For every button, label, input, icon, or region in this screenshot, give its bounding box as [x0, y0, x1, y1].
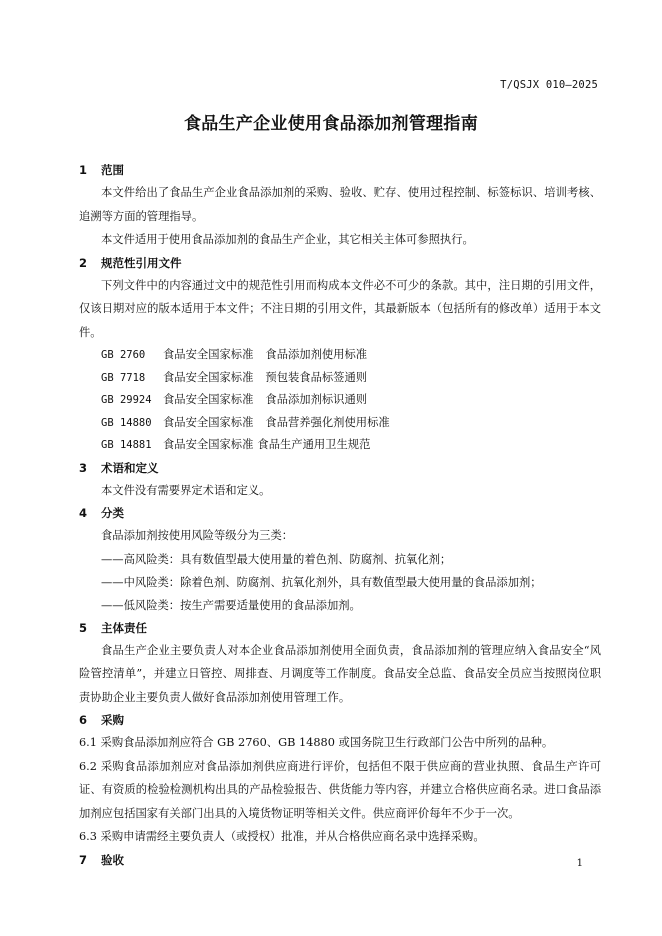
section-2-heading: [79, 252, 601, 274]
section-title: 分类: [101, 506, 124, 520]
reference-item: [79, 434, 601, 457]
reference-standard-title: 食品安全国家标准: [163, 438, 254, 451]
section-3-heading: [79, 457, 601, 479]
reference-code: GB 7718: [101, 371, 146, 384]
clause-6-1: 6.1 采购食品添加剂应符合 GB 2760、GB 14880 或国务院卫生行政部门公告中所列的品种。: [79, 736, 554, 749]
section-title: 主体责任: [101, 620, 147, 635]
section-number: 4: [79, 506, 88, 520]
reference-subtitle: 食品生产通用卫生规范: [257, 438, 371, 451]
classification-item-high: ——高风险类：具有数值型最大使用量的着色剂、防腐剂、抗氧化剂；: [101, 552, 452, 566]
reference-standard-title: 食品安全国家标准: [163, 393, 254, 406]
classification-intro: 食品添加剂按使用风险等级分为三类：: [101, 529, 294, 542]
document-title: 食品生产企业使用食品添加剂管理指南: [183, 114, 479, 134]
responsibility-paragraph: 食品生产企业主要负责人对本企业食品添加剂使用全面负责，食品添加剂的管理应纳入食品安全“风险管控清单”，并建立日管控、周排查、月调度等工作制度。食品安全总监、食品安全员应当按照岗位职责协助企业主要负责人做好食品添加剂使用管理工作。: [79, 643, 601, 704]
reference-code: GB 29924: [101, 394, 152, 406]
classification-item-medium: ——中风险类：除着色剂、防腐剂、抗氧化剂外，具有数值型最大使用量的食品添加剂；: [101, 575, 542, 589]
section-6-heading: [79, 709, 601, 731]
reference-standard-title: 食品安全国家标准: [163, 370, 254, 384]
scope-paragraph-1: 本文件给出了食品生产企业食品添加剂的采购、验收、贮存、使用过程控制、标签标识、培训考核、追溯等方面的管理指导。: [79, 186, 601, 223]
section-number: 7: [79, 852, 88, 867]
document-body: [79, 159, 601, 871]
section-number: 6: [79, 713, 88, 727]
reference-subtitle: 预包装食品标签通则: [265, 370, 368, 384]
reference-code: GB 14880: [101, 416, 152, 429]
scope-paragraph-2: 本文件适用于使用食品添加剂的食品生产企业，其它相关主体可参照执行。: [101, 233, 474, 246]
reference-code: GB 14881: [101, 439, 152, 451]
section-4-heading: [79, 502, 601, 524]
page-number: 1: [576, 858, 583, 869]
reference-item: [79, 367, 601, 390]
reference-subtitle: 食品添加剂标识通则: [265, 393, 368, 406]
section-title: 验收: [101, 852, 124, 867]
section-number: 1: [79, 163, 88, 177]
reference-standard-title: 食品安全国家标准: [163, 348, 254, 361]
reference-item: [79, 412, 601, 435]
standard-code: T/QSJX 010—2025: [500, 79, 598, 91]
section-number: 2: [79, 255, 88, 270]
section-1-heading: [79, 159, 601, 181]
section-title: 范围: [101, 163, 124, 177]
section-7-heading: [79, 849, 601, 871]
section-5-heading: [79, 617, 601, 639]
terms-paragraph: 本文件没有需要界定术语和定义。: [101, 483, 271, 497]
section-title: 规范性引用文件: [101, 255, 182, 270]
section-number: 3: [79, 460, 88, 475]
reference-standard-title: 食品安全国家标准: [163, 415, 254, 429]
section-title: 采购: [101, 713, 124, 727]
classification-item-low: ——低风险类：按生产需要适量使用的食品添加剂。: [101, 598, 361, 612]
section-title: 术语和定义: [101, 460, 159, 475]
reference-item: [79, 344, 601, 367]
clause-6-2: 6.2 采购食品添加剂应对食品添加剂供应商进行评价，包括但不限于供应商的营业执照、食品生产许可证、有资质的检验检测机构出具的产品检验报告、供货能力等内容，并建立合格供应商名录。进口食品添加剂应包括国家有关部门出具的入境货物证明等相关文件。供应商评价每年不少于一次。: [79, 759, 601, 820]
clause-6-3: 6.3 采购申请需经主要负责人（或授权）批准，并从合格供应商名录中选择采购。: [79, 830, 485, 843]
references-intro-paragraph: 下列文件中的内容通过文中的规范性引用而构成本文件必不可少的条款。其中，注日期的引用文件，仅该日期对应的版本适用于本文件；不注日期的引用文件，其最新版本（包括所有的修改单）适用于本文件。: [79, 278, 601, 339]
reference-subtitle: 食品添加剂使用标准: [265, 348, 368, 361]
section-number: 5: [79, 620, 88, 635]
reference-item: [79, 389, 601, 412]
reference-code: GB 2760: [101, 349, 146, 361]
reference-subtitle: 食品营养强化剂使用标准: [265, 415, 390, 429]
